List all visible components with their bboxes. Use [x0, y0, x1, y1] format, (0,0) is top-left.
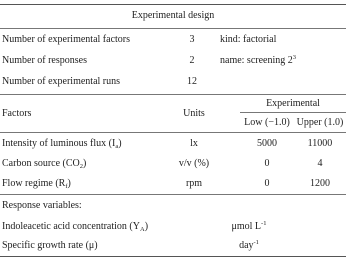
factor-upper: 11000: [307, 138, 333, 149]
response-unit: [212, 221, 286, 233]
bottom-rule: [0, 256, 346, 257]
design-note: kind: factorial: [220, 34, 277, 45]
design-note: [220, 55, 296, 67]
response-name-text: Specific growth rate (μ): [2, 240, 98, 251]
factor-name-close: ): [67, 178, 71, 189]
design-label: Number of experimental runs: [2, 76, 121, 87]
design-note-sup: 3: [292, 54, 296, 61]
response-unit: [212, 240, 286, 252]
factor-unit: v/v (%): [178, 158, 210, 169]
low-header: Low (−1.0): [244, 117, 290, 128]
factors-header: Factors: [2, 108, 32, 119]
factor-name-close: ): [83, 158, 87, 169]
factor-name: [2, 158, 86, 170]
response-unit-text: μmol L: [231, 221, 262, 232]
factor-low: 0: [264, 178, 270, 189]
factors-header-rule: [0, 132, 346, 133]
design-value: 3: [189, 34, 195, 45]
factor-name-sub: f: [65, 183, 68, 190]
units-header: Units: [183, 108, 205, 119]
factor-name: [2, 138, 122, 150]
top-rule: [0, 4, 346, 5]
experimental-header: Experimental: [266, 98, 320, 109]
factor-unit: lx: [190, 138, 198, 149]
factor-name-text: Carbon source (CO: [2, 158, 80, 169]
factors-bottom-rule: [0, 194, 346, 195]
title-rule: [0, 28, 346, 29]
factor-name-text: Flow regime (R: [2, 178, 66, 189]
response-unit-sup: -1: [253, 239, 259, 246]
response-unit-sup: -1: [261, 220, 267, 227]
design-value: 2: [189, 55, 195, 66]
factor-low: 5000: [257, 138, 277, 149]
response-name-sub: A: [139, 226, 145, 233]
response-name: [2, 240, 98, 252]
response-unit-text: day: [239, 240, 254, 251]
factor-name-text: Intensity of luminous flux (I: [2, 138, 116, 149]
factor-low: 0: [264, 158, 270, 169]
table-title: Experimental design: [131, 10, 215, 21]
factor-name-sub: 2: [79, 163, 84, 170]
upper-header: Upper (1.0): [296, 117, 344, 128]
factor-name: [2, 178, 71, 190]
response-name-text: Indoleacetic acid concentration (Y: [2, 221, 140, 232]
experimental-subrule: [240, 112, 346, 113]
design-value: 12: [187, 76, 197, 87]
factor-name-sub: a: [115, 143, 119, 150]
response-name-close: ): [144, 221, 149, 232]
design-label: Number of responses: [2, 55, 87, 66]
factor-upper: 4: [317, 158, 323, 169]
factor-name-close: ): [118, 138, 122, 149]
design-bottom-rule: [0, 94, 346, 95]
factor-unit: rpm: [185, 178, 203, 189]
responses-heading: Response variables:: [2, 200, 82, 211]
design-note-text: name: screening 2: [220, 55, 293, 66]
factor-upper: 1200: [310, 178, 330, 189]
response-name: [2, 221, 148, 233]
design-label: Number of experimental factors: [2, 34, 131, 45]
